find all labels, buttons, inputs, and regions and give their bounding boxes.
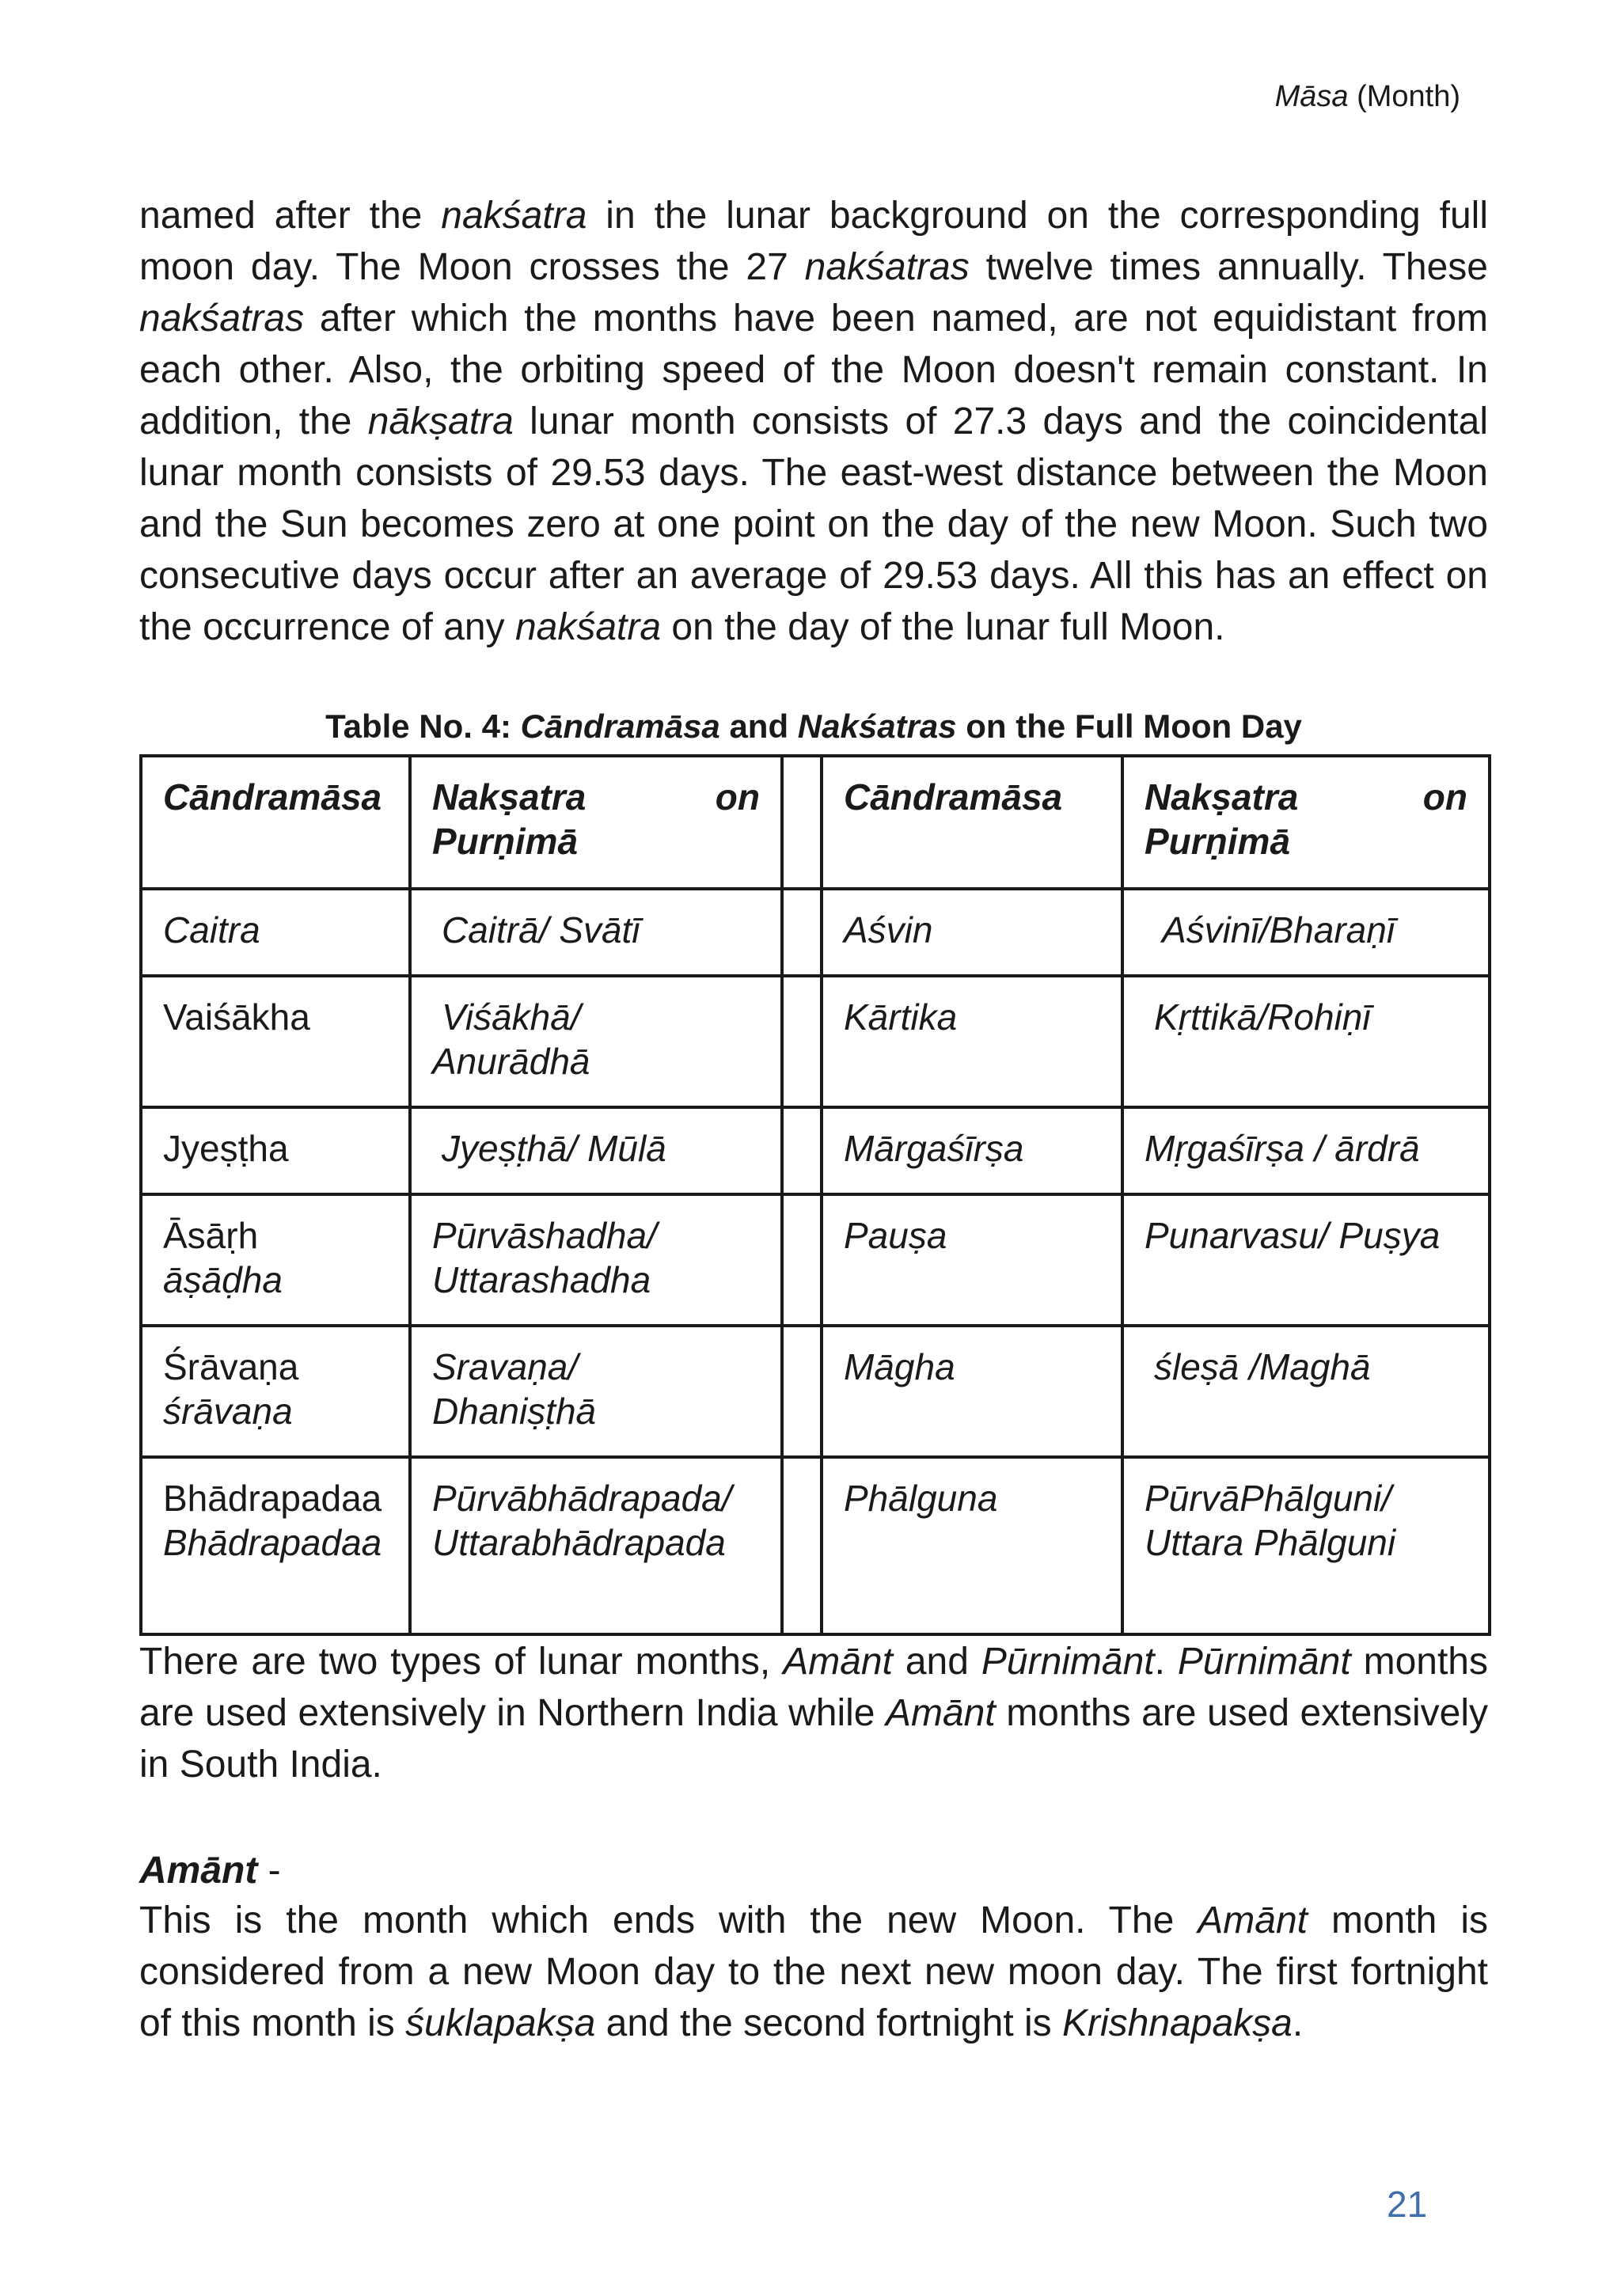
table-caption	[139, 707, 1488, 746]
text-run: months are used extensively in South India.	[139, 1692, 1489, 1786]
month-cell	[141, 1326, 410, 1457]
text-run: months are used extensively in Northern India while	[139, 1641, 1489, 1734]
nakshatra-cell	[1122, 889, 1490, 976]
month-cell	[822, 976, 1122, 1107]
nakshatra-name: Punarvasu/ Puṣya	[1145, 1215, 1441, 1256]
table-row	[141, 1326, 1490, 1457]
text-run: and	[892, 1641, 981, 1683]
caption-run: Cāndramāsa	[520, 708, 720, 745]
gap-cell	[782, 1326, 822, 1457]
month-name-alt: āṣāḍha	[163, 1259, 283, 1300]
text-run: nakśatras	[804, 246, 970, 288]
month-cell	[822, 1457, 1122, 1634]
text-run: Pūrnimānt	[981, 1641, 1155, 1683]
text-run: nakśatra	[514, 606, 662, 648]
month-name: Jyeṣṭha	[163, 1128, 289, 1169]
paragraph-lunar-month-types	[139, 1636, 1488, 1790]
month-name: Bhādrapadaa	[163, 1478, 382, 1519]
table-row	[141, 1107, 1490, 1194]
month-cell	[141, 976, 410, 1107]
month-name: Āsāṛh	[163, 1215, 259, 1256]
text-run: nakśatra	[441, 195, 587, 237]
text-run: in the lunar background on the corresponding full moon day. The Moon crosses the 27	[139, 195, 1489, 288]
text-run: after which the months have been named, are not equidistant from each other. Also, the orbiting speed of the Moon doesn't remain constant. In addition, the	[139, 298, 1488, 442]
table-row	[141, 889, 1490, 976]
nakshatra-name: śleṣā /Maghā	[1154, 1346, 1371, 1387]
nakshatra-name: Viśākhā/	[442, 996, 581, 1038]
text-run: Amānt	[885, 1692, 996, 1734]
header-cell-nakshatra	[1122, 756, 1490, 889]
month-cell	[141, 1107, 410, 1194]
text-run: Amānt	[1198, 1899, 1308, 1941]
nakshatra-name: Uttarabhādrapada	[432, 1522, 726, 1563]
text-run: Pūrnimānt	[1177, 1641, 1351, 1683]
gap-cell	[782, 1194, 822, 1326]
nakshatra-name: Aśvinī/Bharaṇī	[1162, 909, 1395, 951]
header-text: Purṇimā	[432, 821, 579, 862]
text-run: This is the month which ends with the new Moon. The	[139, 1899, 1198, 1941]
table-row	[141, 976, 1490, 1107]
nakshatra-name: Sravaṇa/	[432, 1346, 579, 1387]
text-run: and the second fortnight is	[595, 2002, 1062, 2044]
gap-cell	[782, 889, 822, 976]
header-text: Purṇimā	[1145, 821, 1291, 862]
nakshatra-name: Uttarashadha	[432, 1259, 651, 1300]
month-cell	[822, 1326, 1122, 1457]
nakshatra-name: Uttara Phālguni	[1145, 1522, 1396, 1563]
month-cell	[822, 1194, 1122, 1326]
month-name: Māgha	[844, 1346, 955, 1387]
month-name: Mārgaśīrṣa	[844, 1128, 1024, 1169]
table-header-row	[141, 756, 1490, 889]
text-run: named after the	[139, 195, 442, 237]
month-cell	[141, 1457, 410, 1634]
page-number: 21	[1387, 2184, 1428, 2225]
nakshatra-name: Pūrvāshadha/	[432, 1215, 657, 1256]
gap-cell	[782, 1457, 822, 1634]
month-cell	[822, 889, 1122, 976]
month-name: Śrāvaṇa	[163, 1346, 299, 1387]
header-text: Nakṣatra	[432, 776, 587, 818]
table-row	[141, 1194, 1490, 1326]
caption-run: Table No. 4:	[325, 708, 521, 745]
nakshatra-cell	[410, 1194, 782, 1326]
month-cell	[822, 1107, 1122, 1194]
header-text: on	[715, 776, 760, 818]
month-name: Caitra	[163, 909, 260, 951]
nakshatra-cell	[1122, 976, 1490, 1107]
nakshatra-cell	[1122, 1107, 1490, 1194]
nakshatra-name: Jyeṣṭhā/ Mūlā	[442, 1128, 666, 1169]
text-run: nākṣatra	[367, 400, 514, 442]
nakshatra-name: Mṛgaśīrṣa / ārdrā	[1145, 1128, 1420, 1169]
month-cell	[141, 889, 410, 976]
text-run: .	[1292, 2002, 1304, 2044]
running-head-italic: Māsa	[1274, 80, 1349, 113]
nakshatra-cell	[1122, 1457, 1490, 1634]
paragraph-nakshatra-intro	[139, 190, 1488, 653]
running-head	[1275, 78, 1460, 116]
nakshatra-cell	[1122, 1326, 1490, 1457]
nakshatra-cell	[410, 1457, 782, 1634]
caption-run: on the Full Moon Day	[956, 708, 1302, 745]
paragraph-amant-definition	[139, 1895, 1488, 2049]
nakshatra-cell	[1122, 1194, 1490, 1326]
month-name: Pauṣa	[844, 1215, 947, 1256]
nakshatra-cell	[410, 976, 782, 1107]
month-name-alt: śrāvaṇa	[163, 1391, 293, 1432]
month-name: Vaiśākha	[163, 996, 310, 1038]
text-run: There are two types of lunar months,	[139, 1641, 784, 1683]
running-head-rest: (Month)	[1348, 80, 1460, 113]
gap-cell	[782, 756, 822, 889]
nakshatra-cell	[410, 1326, 782, 1457]
gap-cell	[782, 976, 822, 1107]
text-run: lunar month consists of 27.3 days and the coincidental lunar month consists of 29.53 days. The east-west distance between the Moon and the Sun becomes zero at one point on the day of the new Moon. Such two consecutive days occur after an average of 29.53 days. All this has an effect on the occurrence of any	[139, 400, 1488, 648]
month-name: Kārtika	[844, 996, 958, 1038]
nakshatra-name: Anurādhā	[432, 1041, 590, 1082]
nakshatra-cell	[410, 889, 782, 976]
text-run: śuklapakṣa	[405, 2002, 596, 2044]
nakshatra-cell	[410, 1107, 782, 1194]
header-cell-chandramasa: Cāndramāsa	[141, 756, 410, 889]
gap-cell	[782, 1107, 822, 1194]
caption-run: Nakśatras	[797, 708, 957, 745]
header-cell-nakshatra	[410, 756, 782, 889]
header-cell-chandramasa: Cāndramāsa	[822, 756, 1122, 889]
text-run: .	[1154, 1641, 1178, 1683]
section-heading-suffix: -	[257, 1850, 281, 1892]
text-run: twelve times annually. These	[969, 246, 1488, 288]
text-run: nakśatras	[139, 298, 305, 340]
nakshatra-name: Dhaniṣṭhā	[432, 1391, 597, 1432]
text-run: Krishnapakṣa	[1062, 2002, 1293, 2044]
text-run: on the day of the lunar full Moon.	[661, 606, 1225, 648]
month-name-alt: Bhādrapadaa	[163, 1522, 382, 1563]
month-name: Aśvin	[844, 909, 933, 951]
month-name: Phālguna	[844, 1478, 998, 1519]
section-heading-amant	[139, 1847, 1488, 1895]
chandramasa-table	[139, 754, 1491, 1636]
text-run: Amānt	[783, 1641, 893, 1683]
nakshatra-name: Pūrvābhādrapada/	[432, 1478, 732, 1519]
header-text: Nakṣatra	[1145, 776, 1299, 818]
nakshatra-name: PūrvāPhālguni/	[1145, 1478, 1391, 1519]
nakshatra-name: Caitrā/ Svātī	[442, 909, 640, 951]
caption-run: and	[719, 708, 798, 745]
month-cell	[141, 1194, 410, 1326]
table-row	[141, 1457, 1490, 1634]
page-content	[139, 190, 1488, 2049]
nakshatra-name: Kṛttikā/Rohiṇī	[1154, 996, 1371, 1038]
header-text: on	[1422, 776, 1467, 818]
section-heading-label: Amānt	[139, 1850, 258, 1892]
text-run: month is considered from a new Moon day to the next new moon day. The first fortnight of this month is	[139, 1899, 1488, 2044]
